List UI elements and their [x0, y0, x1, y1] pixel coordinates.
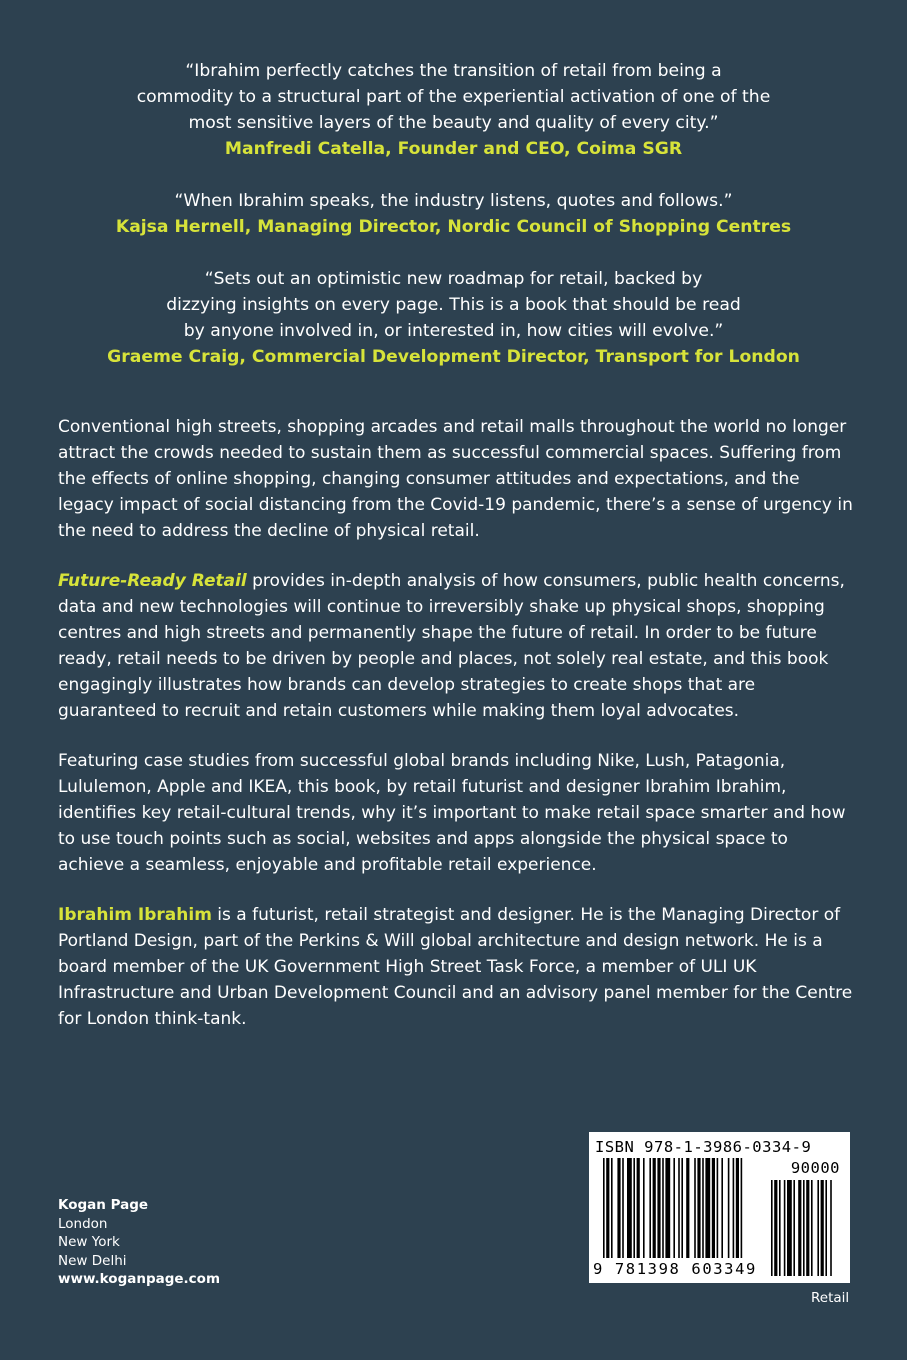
barcode-bar [821, 1180, 824, 1276]
quote-text: “When Ibrahim speaks, the industry listens, quotes and follows.” [174, 191, 733, 211]
barcode-bar [657, 1158, 660, 1258]
isbn-number: ISBN 978-1-3986-0334-9 [595, 1138, 812, 1156]
barcode-bar [633, 1158, 635, 1258]
endorsements [40, 58, 867, 396]
barcode-bar [811, 1180, 813, 1276]
barcode-bar [741, 1158, 743, 1258]
barcode-bar [721, 1158, 723, 1258]
barcode-bar [825, 1180, 827, 1276]
barcode-bar [673, 1158, 675, 1258]
isbn-barcode [589, 1132, 850, 1283]
barcode-bar [665, 1158, 670, 1258]
barcode-bar [637, 1158, 640, 1258]
barcode-bar [774, 1180, 777, 1276]
description-paragraph: Conventional high streets, shopping arcades and retail malls throughout the world no longer attract the crowds needed to sustain them as successful commercial spaces. Suffering from the effects of online shopping, changing consumer attitudes and expectations, and the legacy impact of social distancing from the Covid-19 pandemic, there’s a sense of urgency in the need to address the decline of physical retail. [58, 417, 853, 541]
publisher-name: Kogan Page [58, 1197, 149, 1213]
barcode-bar [806, 1180, 809, 1276]
category-label: Retail [811, 1290, 850, 1306]
description-paragraph: Featuring case studies from successful global brands including Nike, Lush, Patagonia, Lululemon, Apple and IKEA, this book, by retail futurist and designer Ibrahim Ibrahim, identifies key retail-cultural trends, why it’s important to make retail space smarter and how to use touch points such as social, websites and apps alongside the physical space to achieve a seamless, enjoyable and profitable retail experience. [58, 751, 846, 875]
barcode-bar [606, 1158, 609, 1258]
barcode-bar [779, 1180, 781, 1276]
publisher-info [58, 1196, 220, 1289]
barcode-bar [686, 1158, 689, 1258]
barcode-bar [705, 1158, 710, 1258]
author-name: Ibrahim Ibrahim [58, 905, 212, 925]
book-title: Future-Ready Retail [58, 571, 247, 591]
barcode-bar [702, 1158, 704, 1258]
quote-attribution: Manfredi Catella, Founder and CEO, Coima SGR [224, 139, 683, 159]
barcode-bar [697, 1158, 700, 1258]
endorsement [40, 58, 867, 162]
barcode-bar [803, 1180, 805, 1276]
quote-attribution: Graeme Craig, Commercial Development Director, Transport for London [107, 347, 800, 367]
barcode-bar [784, 1180, 786, 1276]
barcode-bar [662, 1158, 664, 1258]
ean-number: 9 781398 603349 [593, 1260, 757, 1278]
barcode-bar [798, 1180, 801, 1276]
barcode-bar [649, 1158, 651, 1258]
endorsement [40, 266, 867, 370]
publisher-city: London [58, 1215, 108, 1232]
barcode-bar [712, 1158, 715, 1258]
author-bio: Ibrahim Ibrahim is a futurist, retail strategist and designer. He is the Managing Director of Portland Design, part of the Perkins & Will global architecture and design network. He is a board member of the UK Government High Street Task Force, a member of ULI UK Infrastructure and Urban Development Council and an advisory panel member for the Centre for London think-tank. [58, 905, 853, 1029]
barcode-bar [611, 1158, 613, 1258]
publisher-city: New Delhi [58, 1252, 127, 1269]
barcode-bar [817, 1180, 819, 1276]
barcode-bar [653, 1158, 656, 1258]
barcode-bar [643, 1158, 645, 1258]
barcode-bar [736, 1158, 739, 1258]
barcode-bar [728, 1158, 730, 1258]
quote-text: “Ibrahim perfectly catches the transition of retail from being a commodity to a structural part of the experiential activation of one of the most sensitive layers of the beauty and quality of every city.” [136, 61, 771, 133]
barcode-bar [830, 1180, 832, 1276]
barcode-bar [771, 1180, 773, 1276]
barcode-bar [627, 1158, 632, 1258]
barcode-bar [733, 1158, 735, 1258]
publisher-city: New York [58, 1234, 120, 1250]
price-code: 90000 [790, 1159, 840, 1177]
barcode-bar [603, 1158, 605, 1258]
description-paragraph: Future-Ready Retail provides in-depth analysis of how consumers, public health concerns, data and new technologies will continue to irreversibly shake up physical shops, shopping centres and high streets and permanently shape the future of retail. In order to be future ready, retail needs to be driven by people and places, not solely real estate, and this book engagingly illustrates how brands can develop strategies to create shops that are guaranteed to recruit and retain customers while making them loyal advocates. [58, 571, 845, 721]
book-description [58, 414, 858, 1056]
quote-text: “Sets out an optimistic new roadmap for retail, backed by dizzying insights on every page. This is a book that should be read by anyone involved in, or interested in, how cities will evolve.” [166, 269, 741, 341]
barcode-bar [681, 1158, 683, 1258]
barcode-bar [694, 1158, 696, 1258]
publisher-url: www.koganpage.com [58, 1271, 221, 1287]
endorsement [40, 188, 867, 240]
barcode-bar [617, 1158, 620, 1258]
barcode-bar [717, 1158, 719, 1258]
barcode-bar [678, 1158, 680, 1258]
barcode-bar [622, 1158, 624, 1258]
barcode-bar [793, 1180, 795, 1276]
quote-attribution: Kajsa Hernell, Managing Director, Nordic Council of Shopping Centres [115, 217, 792, 237]
barcode-bar [787, 1180, 792, 1276]
